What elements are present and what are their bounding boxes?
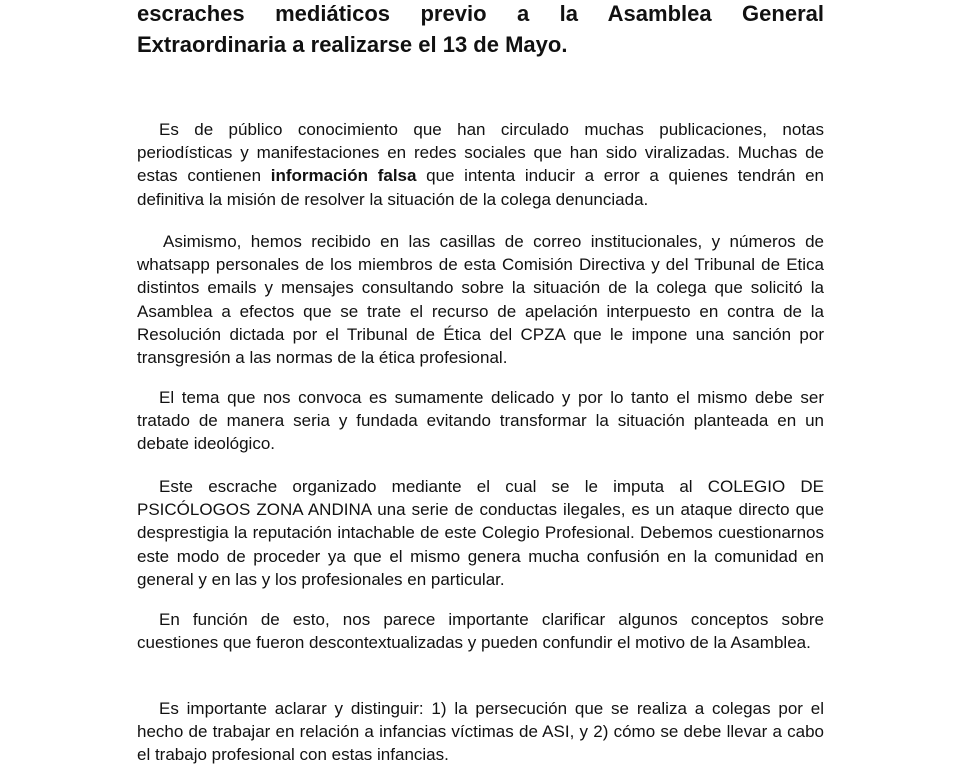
- paragraph-1-text-start: Es de público conocimiento que han circulado muchas publicaciones, notas periodísticas y manifestaciones en redes sociales que han sido viralizadas. Muchas de estas contienen: [137, 120, 824, 186]
- paragraph-3: El tema que nos convoca es sumamente delicado y por lo tanto el mismo debe ser tratado de manera seria y fundada evitando transformar la situación planteada en un debate ideológico.: [137, 388, 824, 454]
- paragraph-5: En función de esto, nos parece importante clarificar algunos conceptos sobre cuestiones que fueron descontextualizadas y pueden confundir el motivo de la Asamblea.: [137, 610, 824, 653]
- paragraph-2: Asimismo, hemos recibido en las casillas de correo institucionales, y números de whatsapp personales de los miembros de esta Comisión Directiva y del Tribunal de Etica distintos emails y mensajes consultando sobre la situación de la colega que solicitó la Asamblea a efectos que se trate el recurso de apelación interpuesto en contra de la Resolución dictada por el Tribunal de Ética del CPZA que le impone una sanción por transgresión a las normas de la ética profesional.: [137, 232, 824, 368]
- paragraph-6: Es importante aclarar y distinguir: 1) la persecución que se realiza a colegas por el hecho de trabajar en relación a infancias víctimas de ASI, y 2) cómo se debe llevar a cabo el trabajo profesional con estas infancias.: [137, 699, 824, 765]
- paragraph-1: [137, 118, 824, 211]
- document-title: escraches mediáticos previo a la Asamblea General Extraordinaria a realizarse el 13 de Mayo.: [137, 1, 824, 57]
- paragraph-1-text-end: que intenta inducir a error a quienes tendrán en definitiva la misión de resolver la situación de la colega denunciada.: [137, 166, 824, 209]
- paragraph-4: Este escrache organizado mediante el cual se le imputa al COLEGIO DE PSICÓLOGOS ZONA ANDINA una serie de conductas ilegales, es un ataque directo que desprestigia la reputación intachable de este Colegio Profesional. Debemos cuestionarnos este modo de proceder ya que el mismo genera mucha confusión en la comunidad en general y en las y los profesionales en particular.: [137, 477, 824, 589]
- paragraph-1-bold-text: información falsa: [270, 166, 417, 186]
